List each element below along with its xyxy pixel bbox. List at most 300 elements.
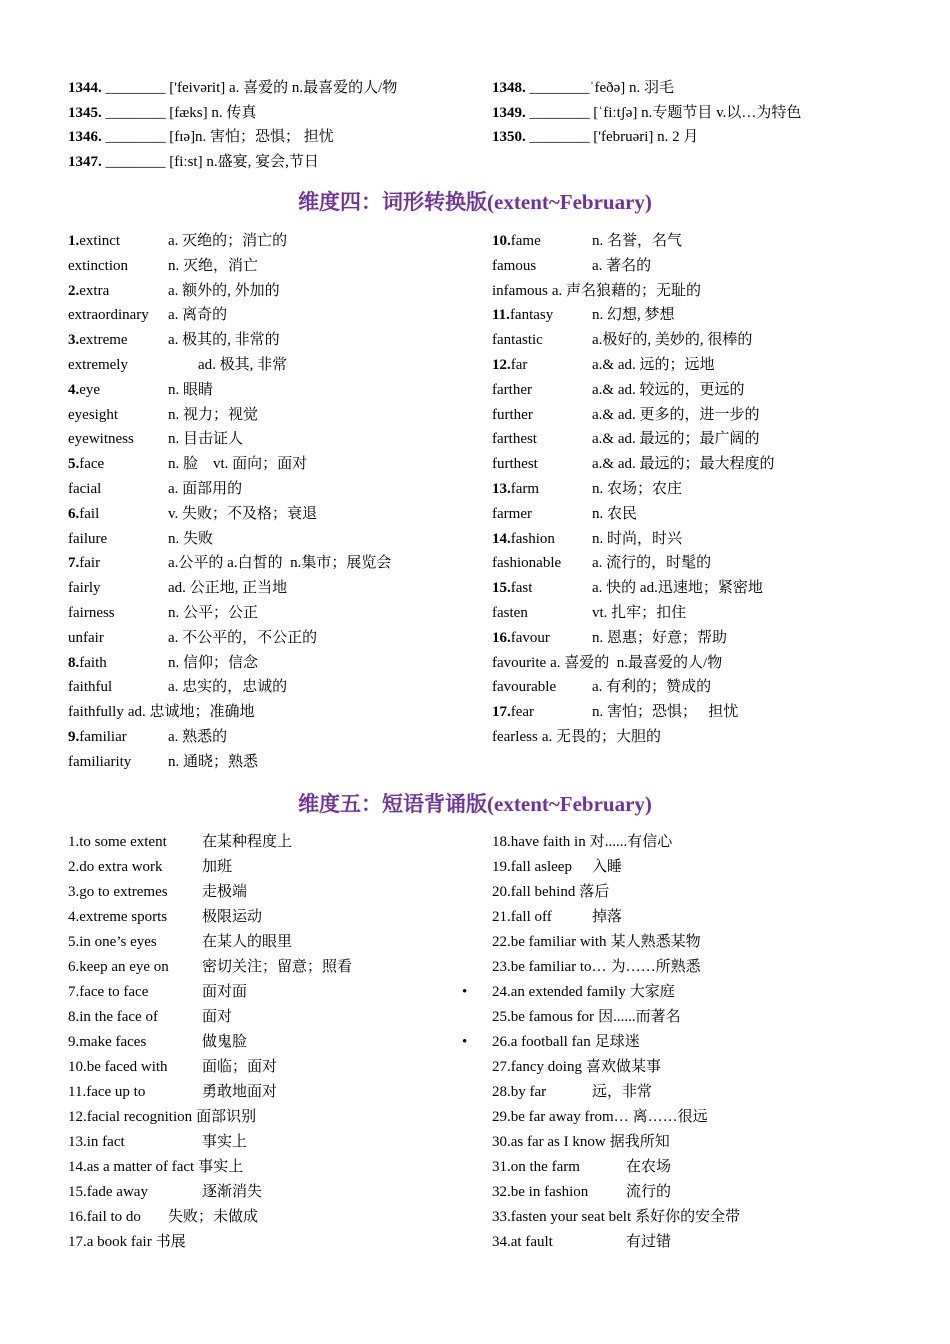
headword-number: 10. bbox=[492, 233, 511, 249]
phrase-text: 30.as far as I know bbox=[492, 1134, 606, 1150]
word-family-row bbox=[492, 229, 912, 254]
phrase-row bbox=[68, 1180, 468, 1205]
phrase-text: 5.in one’s eyes bbox=[68, 934, 157, 950]
headword-number: 3. bbox=[68, 332, 80, 349]
word-entry bbox=[68, 452, 168, 477]
word-definition: a. 额外的, 外加的 bbox=[168, 282, 280, 299]
word-definition: n. 农场；农庄 bbox=[592, 480, 683, 497]
phrase-meaning: 勇敢地面对 bbox=[202, 1084, 278, 1100]
word-text: extinct bbox=[79, 233, 121, 249]
word-text: fear bbox=[510, 704, 535, 721]
vocab-list-left bbox=[68, 76, 488, 174]
word-definition: a. 快的 ad.迅速地；紧密地 bbox=[592, 580, 763, 597]
word-family-list-right bbox=[492, 229, 912, 750]
headword-number: 13. bbox=[492, 480, 511, 497]
word-family-row bbox=[68, 576, 478, 601]
phrase-meaning: 走极端 bbox=[202, 884, 248, 900]
word-family-row bbox=[492, 551, 912, 576]
word-entry bbox=[492, 576, 592, 601]
word-text: faithful bbox=[68, 679, 113, 696]
word-definition: ad. 公正地, 正当地 bbox=[168, 580, 288, 597]
word-entry bbox=[492, 700, 592, 725]
word-entry bbox=[492, 626, 592, 651]
phrase-text: 14.as a matter of fact bbox=[68, 1159, 195, 1175]
headword-number: 2. bbox=[68, 282, 80, 299]
phrase-row bbox=[492, 930, 912, 955]
phrase-text: 2.do extra work bbox=[68, 859, 163, 875]
phrase-row bbox=[68, 980, 468, 1005]
phrase-text: 22.be familiar with bbox=[492, 934, 607, 950]
phrase-row bbox=[492, 1230, 912, 1255]
phrase-meaning: 面临；面对 bbox=[202, 1059, 278, 1075]
word-entry bbox=[492, 353, 592, 378]
word-entry bbox=[68, 477, 168, 502]
phrase-text: 8.in the face of bbox=[68, 1009, 158, 1025]
word-family-row bbox=[68, 427, 478, 452]
phrase-row bbox=[492, 880, 912, 905]
word-family-row bbox=[492, 700, 912, 725]
word-text: eye bbox=[79, 381, 101, 398]
vocab-line bbox=[492, 101, 912, 126]
vocab-definition: ['februəri] n. 2 月 bbox=[589, 129, 699, 146]
word-entry bbox=[68, 279, 168, 304]
word-text: fashionable bbox=[492, 555, 562, 572]
phrase-row bbox=[492, 1055, 912, 1080]
headword-number: 9. bbox=[68, 728, 80, 745]
word-definition: a.& ad. 最远的；最大程度的 bbox=[592, 456, 775, 473]
headword-number: 5. bbox=[68, 456, 80, 473]
word-definition: a. 无畏的；大胆的 bbox=[541, 728, 661, 745]
word-text: extremely bbox=[68, 356, 128, 373]
word-text: fashion bbox=[510, 530, 555, 547]
word-entry bbox=[492, 477, 592, 502]
word-definition: a. 面部用的 bbox=[168, 480, 243, 497]
phrase-text: 34.at fault bbox=[492, 1234, 553, 1250]
word-text: extraordinary bbox=[68, 307, 149, 324]
phrase-row bbox=[492, 1180, 912, 1205]
phrase-row bbox=[68, 855, 468, 880]
word-definition: n. 眼睛 bbox=[168, 381, 214, 398]
word-text: eyewitness bbox=[68, 431, 134, 448]
word-definition: n. 灭绝，消亡 bbox=[168, 257, 259, 274]
phrase-row bbox=[492, 1205, 912, 1230]
phrase-meaning: 因......而著名 bbox=[598, 1009, 681, 1025]
word-entry bbox=[492, 403, 592, 428]
word-definition: a.& ad. 远的；远地 bbox=[592, 356, 715, 373]
word-text: fast bbox=[510, 580, 533, 597]
phrase-meaning: 极限运动 bbox=[202, 909, 263, 925]
phrase-row bbox=[68, 1080, 468, 1105]
word-definition: vt. 扎牢；扣住 bbox=[592, 604, 687, 621]
word-entry bbox=[492, 378, 592, 403]
phrase-text: 6.keep an eye on bbox=[68, 959, 169, 975]
word-entry bbox=[68, 551, 168, 576]
word-definition: a. 著名的 bbox=[592, 257, 652, 274]
word-text: far bbox=[510, 356, 528, 373]
word-family-row bbox=[492, 527, 912, 552]
phrase-row bbox=[68, 1205, 468, 1230]
phrase-meaning: 有过错 bbox=[626, 1234, 672, 1250]
word-family-row bbox=[68, 378, 478, 403]
word-text: fame bbox=[510, 233, 541, 249]
word-family-row bbox=[68, 477, 478, 502]
phrase-meaning: 据我所知 bbox=[609, 1134, 670, 1150]
bullet-icon: • bbox=[462, 984, 468, 1000]
headword-number: 15. bbox=[492, 580, 511, 597]
word-entry bbox=[68, 527, 168, 552]
phrase-meaning: 面对 bbox=[202, 1009, 233, 1025]
phrase-meaning: 对......有信心 bbox=[589, 834, 673, 850]
headword-number: 11. bbox=[492, 307, 510, 324]
word-definition: n. 信仰；信念 bbox=[168, 654, 259, 671]
word-family-row bbox=[68, 328, 478, 353]
word-family-row bbox=[492, 477, 912, 502]
phrase-row bbox=[68, 955, 468, 980]
word-family-row bbox=[492, 576, 912, 601]
phrase-meaning: 失败；未做成 bbox=[168, 1209, 259, 1225]
word-definition: a. 流行的，时髦的 bbox=[592, 555, 712, 572]
phrase-row bbox=[462, 980, 912, 1005]
word-family-row bbox=[492, 279, 912, 304]
word-definition: n. 通晓；熟悉 bbox=[168, 753, 259, 770]
word-definition: n. 农民 bbox=[592, 505, 638, 522]
word-entry bbox=[68, 502, 168, 527]
word-entry bbox=[68, 378, 168, 403]
phrase-meaning: 流行的 bbox=[626, 1184, 672, 1200]
word-definition: n. 目击证人 bbox=[168, 431, 244, 448]
word-definition: a. 喜爱的 n.最喜爱的人/物 bbox=[550, 654, 723, 671]
vocab-line bbox=[68, 76, 488, 101]
phrase-text: 19.fall asleep bbox=[492, 859, 572, 875]
word-family-row bbox=[68, 254, 478, 279]
word-entry bbox=[492, 527, 592, 552]
phrase-meaning: 入睡 bbox=[592, 859, 623, 875]
phrase-text: 10.be faced with bbox=[68, 1059, 168, 1075]
vocab-line bbox=[68, 150, 488, 175]
word-text: fairly bbox=[68, 580, 101, 597]
phrase-row bbox=[68, 930, 468, 955]
word-text: fairness bbox=[68, 604, 115, 621]
phrase-meaning: 在某人的眼里 bbox=[202, 934, 293, 950]
word-text: eyesight bbox=[68, 406, 118, 423]
phrase-text: 11.face up to bbox=[68, 1084, 146, 1100]
phrase-text: 9.make faces bbox=[68, 1034, 147, 1050]
phrase-text: 13.in fact bbox=[68, 1134, 125, 1150]
word-text: fail bbox=[79, 505, 100, 522]
word-text: fantasy bbox=[509, 307, 554, 324]
word-definition: n. 视力；视觉 bbox=[168, 406, 259, 423]
word-definition: a.& ad. 更多的，进一步的 bbox=[592, 406, 760, 423]
word-family-row bbox=[68, 626, 478, 651]
word-text: farmer bbox=[492, 505, 532, 522]
phrase-meaning: 在某种程度上 bbox=[202, 834, 293, 850]
vocab-definition: [fæks] n. 传真 bbox=[165, 104, 257, 121]
word-entry bbox=[492, 427, 592, 452]
word-definition: n. 幻想, 梦想 bbox=[592, 307, 675, 324]
phrase-row bbox=[68, 905, 468, 930]
headword-number: 17. bbox=[492, 704, 511, 721]
word-family-list-left bbox=[68, 229, 478, 775]
phrase-text: 3.go to extremes bbox=[68, 884, 168, 900]
word-family-row bbox=[68, 502, 478, 527]
word-text: fantastic bbox=[492, 332, 543, 349]
word-family-row bbox=[492, 254, 912, 279]
phrase-meaning: 离……很远 bbox=[632, 1109, 708, 1125]
word-family-row bbox=[492, 378, 912, 403]
phrase-text: 4.extreme sports bbox=[68, 909, 168, 925]
word-definition: a. 离奇的 bbox=[168, 307, 228, 324]
phrase-meaning: 面对面 bbox=[202, 984, 248, 1000]
vocab-blank: ________ bbox=[105, 80, 166, 96]
word-definition: n. 公平；公正 bbox=[168, 604, 259, 621]
word-definition: a. 忠实的，忠诚的 bbox=[168, 679, 288, 696]
word-text: extra bbox=[79, 282, 110, 299]
word-entry bbox=[68, 427, 168, 452]
vocab-line bbox=[68, 125, 488, 150]
word-family-row bbox=[68, 403, 478, 428]
vocab-blank: ________ bbox=[105, 153, 166, 170]
word-family-row bbox=[68, 303, 478, 328]
word-text: familiarity bbox=[68, 753, 132, 770]
vocab-number: 1349. bbox=[492, 104, 526, 121]
vocab-blank: ________ bbox=[105, 104, 166, 121]
word-entry bbox=[68, 576, 168, 601]
phrase-row bbox=[492, 1130, 912, 1155]
headword-number: 6. bbox=[68, 505, 80, 522]
word-family-row bbox=[492, 452, 912, 477]
word-definition: a. 有利的；赞成的 bbox=[592, 679, 712, 696]
phrase-meaning: 落后 bbox=[579, 884, 610, 900]
phrase-text: 23.be familiar to… bbox=[492, 959, 607, 975]
phrase-text: 21.fall off bbox=[492, 909, 552, 925]
word-entry bbox=[68, 700, 124, 725]
phrase-row bbox=[492, 1105, 912, 1130]
vocab-number: 1348. bbox=[492, 80, 526, 96]
word-family-row bbox=[492, 427, 912, 452]
phrase-list-right bbox=[462, 830, 912, 1255]
word-entry bbox=[492, 303, 592, 328]
phrase-row bbox=[492, 1080, 912, 1105]
vocab-blank: ________ bbox=[529, 104, 590, 121]
phrase-text: 33.fasten your seat belt bbox=[492, 1209, 632, 1225]
headword-number: 16. bbox=[492, 629, 511, 646]
phrase-text: 28.by far bbox=[492, 1084, 547, 1100]
phrase-text: 15.fade away bbox=[68, 1184, 148, 1200]
section-four-heading: 维度四：词形转换版(extent~February) bbox=[298, 190, 652, 214]
headword-number: 7. bbox=[68, 555, 80, 572]
headword-number: 4. bbox=[68, 381, 80, 398]
word-text: infamous bbox=[492, 282, 548, 299]
headword-number: 14. bbox=[492, 530, 511, 547]
vocab-line bbox=[492, 125, 912, 150]
word-text: favourable bbox=[492, 679, 557, 696]
vocab-blank: ________ bbox=[529, 80, 590, 96]
word-definition: a. 声名狼藉的；无耻的 bbox=[551, 282, 701, 299]
phrase-row bbox=[492, 955, 912, 980]
phrase-row bbox=[68, 880, 468, 905]
word-text: fearless bbox=[492, 728, 538, 745]
word-family-row bbox=[68, 725, 478, 750]
word-entry bbox=[492, 725, 538, 750]
word-family-row bbox=[68, 353, 478, 378]
phrase-meaning: 密切关注；留意；照看 bbox=[202, 959, 353, 975]
phrase-text: 24.an extended family bbox=[492, 984, 626, 1000]
word-family-row bbox=[492, 502, 912, 527]
vocab-number: 1347. bbox=[68, 153, 102, 170]
word-entry bbox=[68, 229, 168, 254]
phrase-row bbox=[68, 1155, 468, 1180]
phrase-meaning: 逐渐消失 bbox=[202, 1184, 263, 1200]
headword-number: 1. bbox=[68, 233, 80, 249]
phrase-meaning: 在农场 bbox=[626, 1159, 672, 1175]
word-text: face bbox=[79, 456, 105, 473]
word-family-row bbox=[68, 651, 478, 676]
phrase-text: 20.fall behind bbox=[492, 884, 576, 900]
phrase-meaning: 做鬼脸 bbox=[202, 1034, 248, 1050]
word-entry bbox=[68, 303, 168, 328]
word-family-row bbox=[492, 601, 912, 626]
word-entry bbox=[492, 651, 546, 676]
word-entry bbox=[68, 328, 168, 353]
vocab-definition: [fɪə]n. 害怕；恐惧； 担忧 bbox=[165, 129, 334, 146]
phrase-text: 17.a book fair bbox=[68, 1234, 152, 1250]
phrase-text: 16.fail to do bbox=[68, 1209, 141, 1225]
phrase-meaning: 足球迷 bbox=[594, 1034, 640, 1050]
word-definition: v. 失败；不及格；衰退 bbox=[168, 505, 318, 522]
phrase-row bbox=[68, 1230, 468, 1255]
word-entry bbox=[68, 254, 168, 279]
phrase-meaning: 掉落 bbox=[592, 909, 623, 925]
word-entry bbox=[492, 601, 592, 626]
word-definition: a.公平的 a.白皙的 n.集市；展览会 bbox=[168, 555, 392, 572]
word-entry bbox=[492, 229, 592, 254]
vocab-definition: [fiːst] n.盛宴, 宴会,节日 bbox=[165, 153, 319, 170]
word-family-row bbox=[492, 328, 912, 353]
word-text: familiar bbox=[79, 728, 127, 745]
phrase-meaning: 大家庭 bbox=[629, 984, 675, 1000]
word-definition: n. 害怕；恐惧； 担忧 bbox=[592, 704, 739, 721]
word-entry bbox=[492, 502, 592, 527]
word-definition: ad. 极其, 非常 bbox=[168, 356, 288, 373]
word-text: farm bbox=[510, 480, 540, 497]
vocab-definition: ˈfeðə] n. 羽毛 bbox=[589, 80, 675, 96]
word-family-row bbox=[68, 675, 478, 700]
word-family-row bbox=[492, 725, 912, 750]
word-family-row bbox=[492, 651, 912, 676]
phrase-text: 26.a football fan bbox=[492, 1034, 591, 1050]
word-family-row bbox=[68, 601, 478, 626]
word-family-row bbox=[68, 279, 478, 304]
phrase-text: 7.face to face bbox=[68, 984, 149, 1000]
headword-number: 12. bbox=[492, 356, 511, 373]
vocab-line bbox=[492, 76, 912, 101]
phrase-row bbox=[68, 1055, 468, 1080]
phrase-meaning: 加班 bbox=[202, 859, 233, 875]
word-entry bbox=[492, 254, 592, 279]
bullet-icon: • bbox=[462, 1034, 468, 1050]
word-entry bbox=[492, 328, 592, 353]
phrase-meaning: 事实上 bbox=[198, 1159, 244, 1175]
word-definition: n. 恩惠；好意；帮助 bbox=[592, 629, 728, 646]
headword-number: 8. bbox=[68, 654, 80, 671]
word-entry bbox=[492, 452, 592, 477]
phrase-text: 18.have faith in bbox=[492, 834, 586, 850]
word-entry bbox=[68, 626, 168, 651]
phrase-meaning: 喜欢做某事 bbox=[585, 1059, 661, 1075]
phrase-row bbox=[68, 1130, 468, 1155]
word-text: facial bbox=[68, 480, 102, 497]
phrase-meaning: 为……所熟悉 bbox=[610, 959, 701, 975]
phrase-row bbox=[492, 1005, 912, 1030]
vocab-blank: ________ bbox=[105, 129, 166, 146]
word-definition: n. 名誉，名气 bbox=[592, 233, 683, 249]
phrase-meaning: 面部识别 bbox=[196, 1109, 257, 1125]
word-text: furthest bbox=[492, 456, 538, 473]
phrase-text: 32.be in fashion bbox=[492, 1184, 589, 1200]
word-family-row bbox=[492, 353, 912, 378]
word-definition: a.& ad. 较远的，更远的 bbox=[592, 381, 745, 398]
vocab-number: 1345. bbox=[68, 104, 102, 121]
word-family-row bbox=[68, 750, 478, 775]
phrase-meaning: 远，非常 bbox=[592, 1084, 653, 1100]
vocab-definition: [ˈfiːtʃə] n.专题节目 v.以…为特色 bbox=[589, 104, 802, 121]
vocab-number: 1350. bbox=[492, 129, 526, 146]
phrase-meaning: 某人熟悉某物 bbox=[610, 934, 701, 950]
word-family-row bbox=[492, 403, 912, 428]
phrase-meaning: 事实上 bbox=[202, 1134, 248, 1150]
word-entry bbox=[492, 675, 592, 700]
word-entry bbox=[68, 675, 168, 700]
word-entry bbox=[68, 651, 168, 676]
word-text: favourite bbox=[492, 654, 547, 671]
word-definition: a. 灭绝的；消亡的 bbox=[168, 233, 288, 249]
vocab-list-right bbox=[492, 76, 912, 150]
vocab-number: 1346. bbox=[68, 129, 102, 146]
phrase-list-left bbox=[68, 830, 468, 1255]
word-entry bbox=[68, 353, 168, 378]
word-text: famous bbox=[492, 257, 537, 274]
word-definition: n. 时尚，时兴 bbox=[592, 530, 683, 547]
phrase-meaning: 系好你的安全带 bbox=[635, 1209, 741, 1225]
word-text: extinction bbox=[68, 257, 128, 274]
word-text: farthest bbox=[492, 431, 537, 448]
phrase-text: 31.on the farm bbox=[492, 1159, 580, 1175]
vocab-blank: ________ bbox=[529, 129, 590, 146]
word-text: faithfully bbox=[68, 704, 124, 721]
word-text: unfair bbox=[68, 629, 104, 646]
phrase-row bbox=[492, 1155, 912, 1180]
phrase-row bbox=[492, 855, 912, 880]
word-family-row bbox=[492, 675, 912, 700]
phrase-text: 27.fancy doing bbox=[492, 1059, 582, 1075]
word-entry bbox=[492, 551, 592, 576]
word-family-row bbox=[68, 551, 478, 576]
word-definition: ad. 忠诚地；准确地 bbox=[127, 704, 255, 721]
word-text: failure bbox=[68, 530, 108, 547]
word-definition: a. 不公平的，不公正的 bbox=[168, 629, 318, 646]
vocab-definition: ['feivərit] a. 喜爱的 n.最喜爱的人/物 bbox=[165, 80, 398, 96]
word-definition: a.& ad. 最远的；最广阔的 bbox=[592, 431, 760, 448]
word-definition: n. 失败 bbox=[168, 530, 214, 547]
phrase-row bbox=[68, 830, 468, 855]
phrase-row bbox=[68, 1030, 468, 1055]
word-family-row bbox=[68, 452, 478, 477]
word-text: fair bbox=[79, 555, 101, 572]
word-family-row bbox=[492, 303, 912, 328]
word-family-row bbox=[68, 229, 478, 254]
phrase-row bbox=[462, 1030, 912, 1055]
word-definition: a. 极其的, 非常的 bbox=[168, 332, 280, 349]
